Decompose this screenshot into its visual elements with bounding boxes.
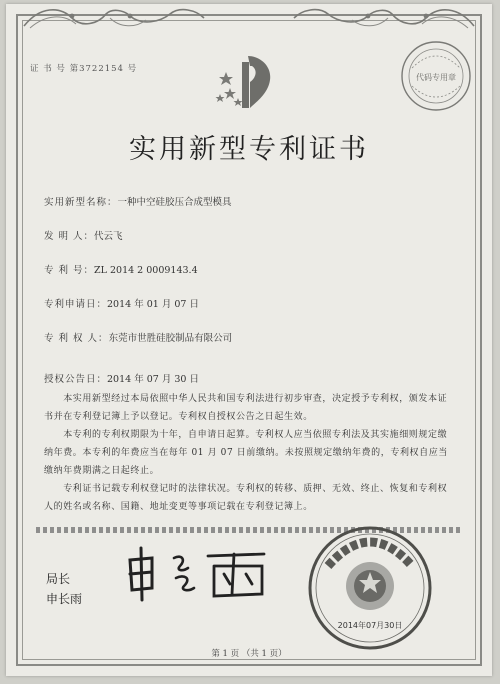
corner-ornament-right bbox=[288, 4, 478, 32]
certificate-number: 证 书 号 第3722154 号 bbox=[30, 64, 138, 74]
certificate-body bbox=[44, 390, 454, 516]
body-paragraph: 本实用新型经过本局依照中华人民共和国专利法进行初步审查，决定授予专利权，颁发本证书并在专利登记簿上予以登记。专利权自授权公告之日起生效。 bbox=[44, 394, 448, 422]
field-label: 专 利 权 人： bbox=[44, 333, 109, 344]
field-value: 2014 年 01 月 07 日 bbox=[107, 299, 199, 310]
field-application-date bbox=[44, 296, 199, 310]
field-label: 专利申请日： bbox=[44, 299, 108, 310]
field-label: 专 利 号： bbox=[44, 265, 95, 276]
field-inventor bbox=[44, 228, 123, 242]
signatory-role: 局长 bbox=[46, 572, 71, 586]
certificate-page bbox=[6, 4, 492, 676]
official-seal bbox=[306, 524, 434, 652]
field-label: 发 明 人： bbox=[44, 231, 95, 242]
agency-stamp bbox=[398, 38, 474, 114]
handwritten-signature bbox=[122, 544, 272, 602]
agency-stamp-text: 代码专用章 bbox=[416, 73, 456, 82]
body-paragraph: 专利证书记载专利权登记时的法律状况。专利权的转移、质押、无效、终止、恢复和专利权人的姓名或名称、国籍、地址变更等事项记载在专利登记簿上。 bbox=[44, 484, 448, 512]
field-label: 授权公告日： bbox=[44, 374, 108, 385]
body-paragraph: 本专利的专利权期限为十年，自申请日起算。专利权人应当依照专利法及其实施细则规定缴纳年费。本专利的年费应当在每年 01 月 07 日前缴纳。未按照规定缴纳年费的，专利权自应当缴纳年费期满之日起终止。 bbox=[44, 430, 448, 476]
field-utility-name bbox=[44, 194, 232, 208]
signatory-name: 申长雨 bbox=[46, 592, 83, 606]
field-value: 一种中空硅胶压合成型模具 bbox=[117, 197, 232, 208]
field-patent-number bbox=[44, 262, 198, 276]
field-grant-date bbox=[44, 371, 199, 385]
patent-office-emblem-icon bbox=[212, 52, 284, 112]
page-footer: 第 1 页 （共 1 页） bbox=[211, 649, 287, 659]
certificate-title: 实用新型专利证书 bbox=[129, 134, 369, 165]
seal-date: 2014年07月30日 bbox=[337, 621, 403, 630]
field-patentee bbox=[44, 330, 232, 344]
corner-ornament-left bbox=[20, 4, 210, 32]
field-value: ZL 2014 2 0009143.4 bbox=[94, 265, 198, 276]
field-value: 代云飞 bbox=[94, 231, 123, 242]
field-value: 2014 年 07 月 30 日 bbox=[107, 374, 199, 385]
field-label: 实用新型名称： bbox=[44, 197, 118, 208]
field-value: 东莞市世胜硅胶制品有限公司 bbox=[108, 333, 233, 344]
